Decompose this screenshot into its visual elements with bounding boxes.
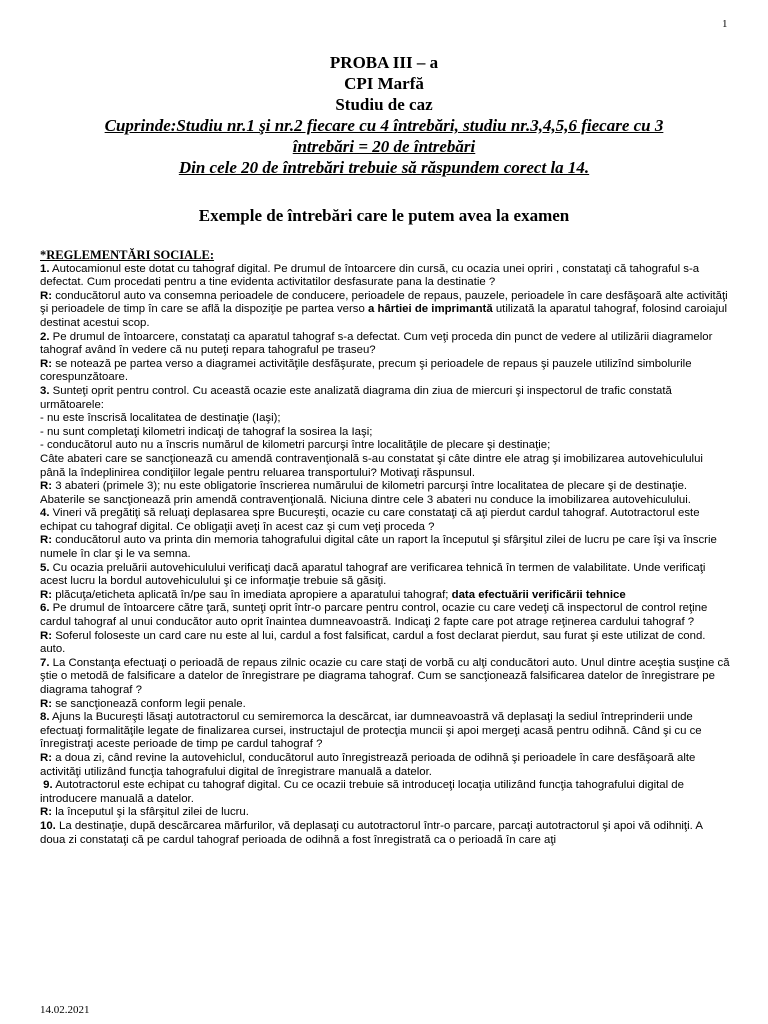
title-line-3: Studiu de caz	[335, 95, 433, 114]
question-text: Ajuns la Bucureşti lăsaţi autotractorul cu semiremorca la descărcat, iar dumneavoastră vă deplasaţi la sediul întreprinderii unde efectuaţi formalităţile legate de finalizarea cursei, instructajul de protecţia muncii şi apoi mergeţi acasă pentru odihnă. Când şi cu ce înregistraţi aceste perioade de timp pe cardul tahograf ?	[40, 711, 702, 751]
question-9	[40, 779, 730, 806]
question-6	[40, 602, 730, 629]
question-number: 3.	[40, 384, 50, 397]
question-text: Pe drumul de întoarcere către ţară, sunteţi oprit într-o parcare pentru control, ocazie cu care vedeţi că inspectorul de control reţine cardul tahograf al unui conducător auto oprit înaintea dumneavoastră. Indicaţi 2 fapte care pot atrage reţinerea cardului tahograf ?	[40, 602, 708, 629]
document-header	[0, 52, 768, 226]
question-2	[40, 331, 730, 358]
title-line-1: PROBA III – a	[329, 53, 439, 72]
answer-text: plăcuţa/eticheta aplicată în/pe sau în imediata apropiere a aparatului tahograf;	[52, 588, 452, 601]
section-heading: *REGLEMENTĂRI SOCIALE:	[40, 248, 214, 262]
answer-emphasis: a hârtiei de imprimantă	[367, 303, 493, 316]
answer-text: 3 abateri (primele 3); nu este obligatorie înscrierea numărului de kilometri parcurşi între localitatea de plecare şi de destinaţie. Abaterile se sancţionează prin amendă contravenţională. Niciuna dintre cele 3 abateri nu conduce la imobilizarea autovehiculului.	[40, 480, 691, 506]
question-text: Vineri vă pregătiţi să reluaţi deplasarea spre Bucureşti, ocazie cu care constataţi că aţi pierdut cardul tahograf. Autotractorul este echipat cu tahograf digital. Ce obligaţii aveţi în acest caz şi cum veţi proceda ?	[40, 507, 700, 533]
question-number: 7.	[40, 656, 50, 669]
answer-label: R:	[40, 289, 53, 302]
answer-2	[40, 358, 730, 385]
answer-3	[40, 480, 730, 507]
question-text: La destinaţie, după descărcarea mărfurilor, vă deplasaţi cu autotractorul într-o parcare, parcaţi autotractorul şi apoi vă odihniţi. A doua zi constataţi că pe cardul tahograf perioada de odihnă a fost înregistrată ca o perioadă în care aţi	[40, 819, 703, 846]
title-line-2: CPI Marfă	[344, 74, 424, 93]
question-3-tail: Câte abateri care se sancţionează cu amendă contravenţională s-au constatat şi câte dintre ele atrag şi imobilizarea autovehiculului până la îndeplinirea condiţiilor legale pentru reluarea transportului? Motivaţi răspunsul.	[40, 452, 703, 479]
question-3	[40, 385, 730, 412]
subtitle-text: Exemple de întrebări care le putem avea la examen	[198, 206, 570, 225]
answer-9	[40, 806, 730, 820]
question-text: Pe drumul de întoarcere, constataţi ca aparatul tahograf s-a defectat. Cum veţi proceda din punct de vedere al utilizării diagramelor tahograf având în vedere că nu puteţi repara tahograful pe traseu?	[40, 330, 713, 357]
answer-label: R:	[40, 588, 53, 601]
question-number: 10.	[40, 819, 56, 832]
answer-text: Soferul foloseste un card care nu este al lui, cardul a fost falsificat, cardul a fost declarat pierdut, sau furat şi este utilizat de cond. auto.	[40, 629, 706, 656]
question-text: Autocamionul este dotat cu tahograf digital. Pe drumul de întoarcere din cursă, cu ocazia unei opriri , constataţi că tahograful s-a defectat. Cum procedati pentru a tine evidenta activitatilor desfasurate pana la destinatie ?	[40, 262, 700, 289]
answer-text: conducătorul auto va printa din memoria tahografului digital câte un raport la începutul şi sfârşitul zilei de lucru pe care îşi va înscrie numele în clar şi le va semna.	[40, 534, 717, 561]
question-number: 8.	[40, 711, 50, 724]
answer-4	[40, 534, 730, 561]
question-4	[40, 507, 730, 534]
question-10	[40, 820, 730, 847]
question-8	[40, 711, 730, 752]
answer-label: R:	[40, 806, 53, 819]
answer-text: la începutul şi la sfârşitul zilei de lucru.	[52, 806, 249, 819]
list-item: - nu sunt completaţi kilometri indicaţi de tahograf la sosirea la Iaşi;	[40, 425, 373, 438]
title-line-6: Din cele 20 de întrebări trebuie să răspundem corect la 14.	[178, 158, 590, 177]
question-1	[40, 263, 730, 290]
answer-text: se sancţionează conform legii penale.	[52, 697, 246, 710]
question-5	[40, 562, 730, 589]
list-item: - conducătorul auto nu a înscris numărul de kilometri parcurşi între localităţile de plecare şi destinaţie;	[40, 439, 551, 452]
list-item: - nu este înscrisă localitatea de destinaţie (Iaşi);	[40, 412, 281, 425]
answer-text: a doua zi, când revine la autovehiclul, conducătorul auto înregistrează perioada de odihnă şi perioadele în care desfăşoară alte activităţi utilizând funcţia tahografului digital de înregistrare manuală a datelor.	[40, 751, 696, 778]
question-text: Sunteţi oprit pentru control. Cu această ocazie este analizată diagrama din ziua de miercuri şi inspectorul de trafic constată următoarele:	[40, 384, 672, 411]
answer-text: conducătorul auto va consemna perioadele de conducere, perioadele de repaus, pauzele, perioadele în care desfăşoară alte activităţi şi perioadele de timp în care se află la dispoziţie pe partea verso	[40, 289, 728, 316]
subtitle	[0, 186, 768, 226]
answer-label: R:	[40, 751, 53, 764]
question-number: 1.	[40, 262, 50, 275]
question-number: 4.	[40, 507, 50, 520]
question-number: 5.	[40, 561, 50, 574]
question-7	[40, 657, 730, 698]
document-body	[40, 249, 730, 847]
answer-text: se notează pe partea verso a diagramei activităţile desfăşurate, precum şi perioadele de repaus şi pauzele utilizînd simbolurile corespunzătoare.	[40, 357, 692, 384]
title-line-5: întrebări = 20 de întrebări	[292, 137, 476, 156]
question-text: Cu ocazia preluării autovehiculului verificaţi dacă aparatul tahograf are verificarea tehnică în termen de valabilitate. Unde verificaţi acest lucru la bordul autovehiculului şi ce informaţie trebuie să găsiţi.	[40, 561, 706, 588]
answer-label: R:	[40, 480, 53, 493]
question-text: Autotractorul este echipat cu tahograf digital. Cu ce ocazii trebuie să introduceţi locaţia utilizând funcţia tahografului digital de introducere manuală a datelor.	[40, 779, 684, 805]
title-line-4: Cuprinde:Studiu nr.1 şi nr.2 fiecare cu 4 întrebări, studiu nr.3,4,5,6 fiecare cu 3	[104, 116, 664, 135]
answer-1	[40, 290, 730, 331]
answer-label: R:	[40, 534, 53, 547]
answer-label: R:	[40, 697, 53, 710]
answer-7	[40, 698, 730, 712]
answer-8	[40, 752, 730, 779]
question-text: La Constanţa efectuaţi o perioadă de repaus zilnic ocazie cu care staţi de vorbă cu alţi conducători auto. Unul dintre aceştia susţine că ştie o metodă de falsificare a datelor de înregistrare pe diagrama tahograf. Cum se sancţionează falsificarea datelor de înregistrare pe diagrama tahograf ?	[40, 656, 730, 696]
question-number: 9.	[43, 779, 53, 792]
question-number: 6.	[40, 602, 50, 615]
footer-date: 14.02.2021	[40, 1004, 90, 1016]
page-number: 1	[722, 18, 728, 30]
question-number: 2.	[40, 330, 50, 343]
answer-5	[40, 589, 730, 603]
answer-6	[40, 630, 730, 657]
answer-label: R:	[40, 629, 53, 642]
answer-text: utilizată la aparatul tahograf, folosind caroiajul destinat acestui scop.	[40, 303, 727, 329]
answer-label: R:	[40, 357, 53, 370]
answer-emphasis: data efectuării verificării tehnice	[451, 588, 626, 601]
